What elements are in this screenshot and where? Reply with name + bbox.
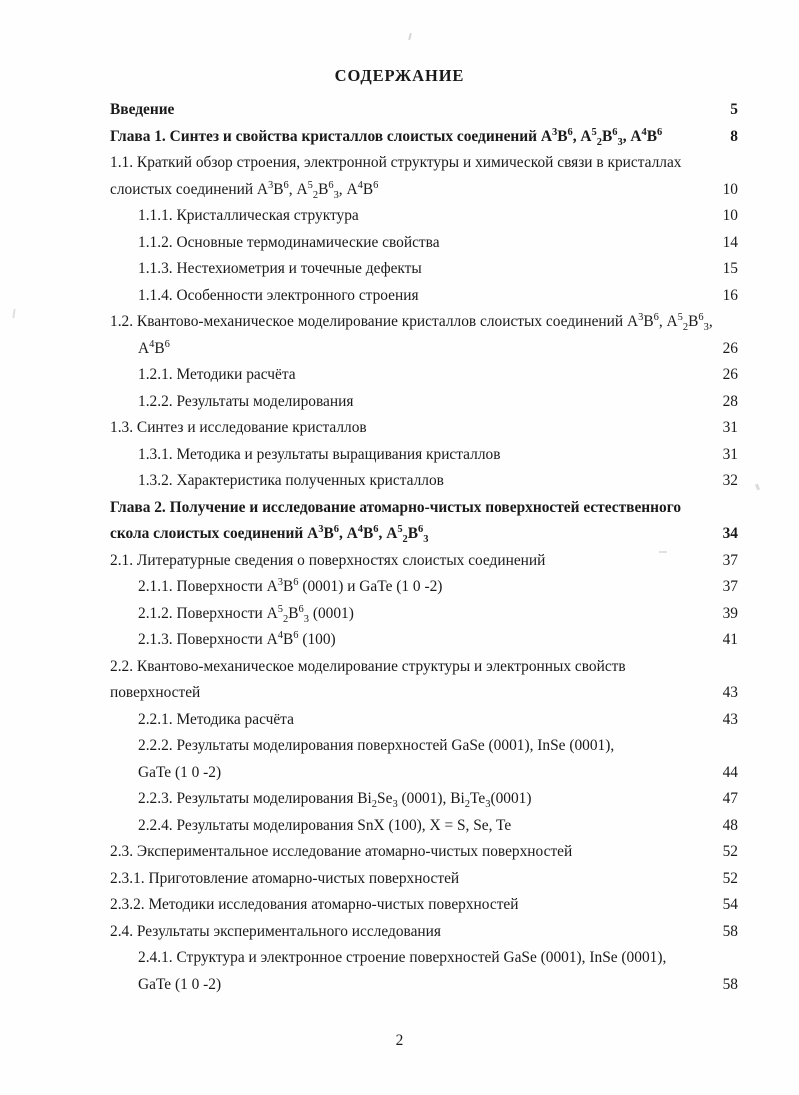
- toc-entry-label: 1.1.1. Кристаллическая структура: [138, 207, 359, 224]
- toc-entry-page-number: 26: [722, 366, 738, 383]
- toc-entry-page-number: 43: [722, 684, 738, 701]
- toc-entry-label: 2.2.4. Результаты моделирования SnX (100), X = S, Se, Te: [138, 816, 512, 834]
- toc-entry-glava-1[interactable]: [110, 124, 738, 151]
- toc-entry-page-number: 14: [722, 233, 738, 251]
- toc-entry-1-1-3[interactable]: [110, 256, 738, 283]
- toc-entry-label: 2.4. Результаты экспериментального исследования: [110, 922, 441, 940]
- toc-entry-label: 2.2.1. Методика расчёта: [138, 710, 294, 728]
- toc-entry-page-number: 26: [722, 339, 738, 357]
- toc-entry-1-3-2[interactable]: [110, 468, 738, 495]
- toc-entry-label: скола слоистых соединений $А^3В^6$, $А^4В^6$, $А^5_2В^6_3$: [110, 523, 429, 546]
- toc-entry-2-2-4[interactable]: [110, 813, 738, 840]
- toc-entry-1-3-1[interactable]: [110, 442, 738, 469]
- toc-entry-vvedenie[interactable]: [110, 97, 738, 124]
- toc-entry-2-4-1-line-2[interactable]: [110, 972, 738, 999]
- toc-entry-2-4[interactable]: [110, 919, 738, 946]
- toc-entry-label: 1.1.3. Нестехиометрия и точечные дефекты: [138, 260, 422, 277]
- toc-entry-label: 2.2.2. Результаты моделирования поверхностей GaSe (0001), InSe (0001),: [138, 737, 615, 754]
- toc-entry-page-number: 10: [722, 207, 738, 224]
- toc-entry-page-number: 37: [722, 551, 738, 569]
- toc-entry-label: 2.3. Экспериментальное исследование атомарно-чистых поверхностей: [110, 843, 573, 860]
- toc-entry-2-3[interactable]: [110, 839, 738, 866]
- toc-entry-label: 2.3.1. Приготовление атомарно-чистых поверхностей: [110, 869, 460, 887]
- toc-entry-1-1-2[interactable]: [110, 230, 738, 257]
- toc-entry-label: Глава 1. Синтез и свойства кристаллов слоистых соединений $А^3В^6$, $А^5_2В^6_3$, $А^4В^6$: [110, 126, 663, 148]
- toc-entry-page-number: 58: [722, 922, 738, 940]
- scan-artifact-speck: [12, 309, 15, 318]
- toc-entry-label: Введение: [110, 101, 175, 118]
- toc-entry-2-2-2-line-1[interactable]: [110, 733, 738, 760]
- toc-entry-label: 1.3.1. Методика и результаты выращивания кристаллов: [138, 445, 501, 463]
- toc-entry-label: 1.3. Синтез и исследование кристаллов: [110, 419, 367, 436]
- toc-entry-page-number: 37: [722, 578, 738, 595]
- toc-entry-page-number: 47: [722, 790, 738, 807]
- toc-entry-page-number: 31: [722, 445, 738, 463]
- toc-entry-1-1-line-2[interactable]: [110, 177, 738, 204]
- toc-entry-label: 1.1.2. Основные термодинамические свойства: [138, 233, 440, 251]
- toc-entry-page-number: 5: [730, 101, 738, 118]
- toc-entry-glava-2-line-2[interactable]: [110, 521, 738, 548]
- toc-entry-label: 1.3.2. Характеристика полученных кристаллов: [138, 472, 444, 489]
- toc-entry-label: 2.1.2. Поверхности $А^5_2В^6_3$ (0001): [138, 603, 354, 625]
- toc-entry-2-2-line-1[interactable]: [110, 654, 738, 681]
- toc-entry-label: 2.2. Квантово-механическое моделирование структуры и электронных свойств: [110, 657, 626, 675]
- toc-entry-label: 2.2.3. Результаты моделирования $Bi_2Se_3$ (0001), $Bi_2Te_3(0001)$: [138, 790, 532, 811]
- toc-entry-1-1-4[interactable]: [110, 283, 738, 310]
- toc-entry-page-number: 28: [722, 392, 738, 410]
- toc-entry-2-1-2[interactable]: [110, 601, 738, 628]
- toc-entry-2-1[interactable]: [110, 548, 738, 575]
- toc-entry-2-1-1[interactable]: [110, 574, 738, 601]
- toc-entry-2-2-1[interactable]: [110, 707, 738, 734]
- toc-entry-glava-2-line-1[interactable]: [110, 495, 738, 522]
- toc-entry-label: Глава 2. Получение и исследование атомарно-чистых поверхностей естественного: [110, 498, 682, 516]
- toc-entry-2-2-2-line-2[interactable]: [110, 760, 738, 787]
- toc-entry-page-number: 16: [722, 286, 738, 304]
- toc-entry-2-4-1-line-1[interactable]: [110, 945, 738, 972]
- toc-entry-label: 1.1.4. Особенности электронного строения: [138, 286, 419, 304]
- toc-entry-label: GaTe (1 0 -2): [138, 763, 222, 781]
- table-of-contents: [110, 97, 738, 998]
- toc-entry-page-number: 31: [722, 419, 738, 436]
- toc-entry-page-number: 34: [722, 525, 738, 542]
- toc-entry-page-number: 48: [722, 816, 738, 834]
- toc-entry-2-2-line-2[interactable]: [110, 680, 738, 707]
- toc-entry-2-1-3[interactable]: [110, 627, 738, 654]
- scan-artifact-speck: [755, 484, 760, 491]
- toc-entry-1-2-1[interactable]: [110, 362, 738, 389]
- toc-entry-1-2-line-1[interactable]: [110, 309, 738, 336]
- toc-entry-label: слоистых соединений $А^3В^6$, $А^5_2В^6_3$, $А^4В^6$: [110, 179, 379, 201]
- toc-entry-label: 1.1. Краткий обзор строения, электронной структуры и химической связи в кристаллах: [110, 154, 682, 171]
- toc-entry-page-number: 8: [730, 127, 738, 145]
- toc-entry-label: $А^4В^6$: [138, 338, 170, 357]
- toc-entry-1-2-line-2[interactable]: [110, 336, 738, 363]
- toc-entry-label: 2.1.1. Поверхности $А^3В^6$ (0001) и GaTe (1 0 -2): [138, 576, 443, 595]
- toc-entry-page-number: 15: [722, 260, 738, 277]
- toc-entry-2-2-3[interactable]: [110, 786, 738, 813]
- toc-entry-label: 1.2.1. Методики расчёта: [138, 366, 296, 383]
- toc-entry-label: 2.4.1. Структура и электронное строение поверхностей GaSe (0001), InSe (0001),: [138, 949, 667, 966]
- toc-entry-1-1-line-1[interactable]: [110, 150, 738, 177]
- toc-entry-label: GaTe (1 0 -2): [138, 975, 222, 993]
- toc-entry-page-number: 10: [722, 180, 738, 198]
- toc-entry-1-1-1[interactable]: [110, 203, 738, 230]
- scan-artifact-speck: [408, 33, 412, 40]
- toc-entry-page-number: 52: [722, 869, 738, 887]
- toc-entry-label: поверхностей: [110, 684, 201, 701]
- toc-entry-page-number: 41: [722, 631, 738, 648]
- toc-entry-page-number: 54: [722, 896, 738, 913]
- page-number-folio: 2: [395, 1032, 404, 1049]
- toc-entry-1-2-2[interactable]: [110, 389, 738, 416]
- toc-entry-label: 2.1. Литературные сведения о поверхностях слоистых соединений: [110, 551, 546, 569]
- toc-entry-label: 1.2.2. Результаты моделирования: [138, 392, 354, 410]
- toc-entry-page-number: 39: [722, 604, 738, 622]
- toc-entry-page-number: 43: [722, 710, 738, 728]
- toc-entry-label: 2.3.2. Методики исследования атомарно-чистых поверхностей: [110, 896, 519, 913]
- toc-entry-2-3-1[interactable]: [110, 866, 738, 893]
- toc-entry-label: 2.1.3. Поверхности $А^4В^6$ (100): [138, 629, 336, 648]
- page-title: СОДЕРЖАНИЕ: [334, 66, 465, 85]
- toc-entry-1-3[interactable]: [110, 415, 738, 442]
- toc-entry-label: 1.2. Квантово-механическое моделирование кристаллов слоистых соединений $А^3В^6$, $А^5_2В^6_3$,: [110, 311, 713, 334]
- toc-entry-page-number: 52: [722, 843, 738, 860]
- toc-entry-page-number: 32: [722, 472, 738, 489]
- toc-entry-page-number: 58: [722, 975, 738, 993]
- toc-entry-page-number: 44: [722, 763, 738, 781]
- toc-entry-2-3-2[interactable]: [110, 892, 738, 919]
